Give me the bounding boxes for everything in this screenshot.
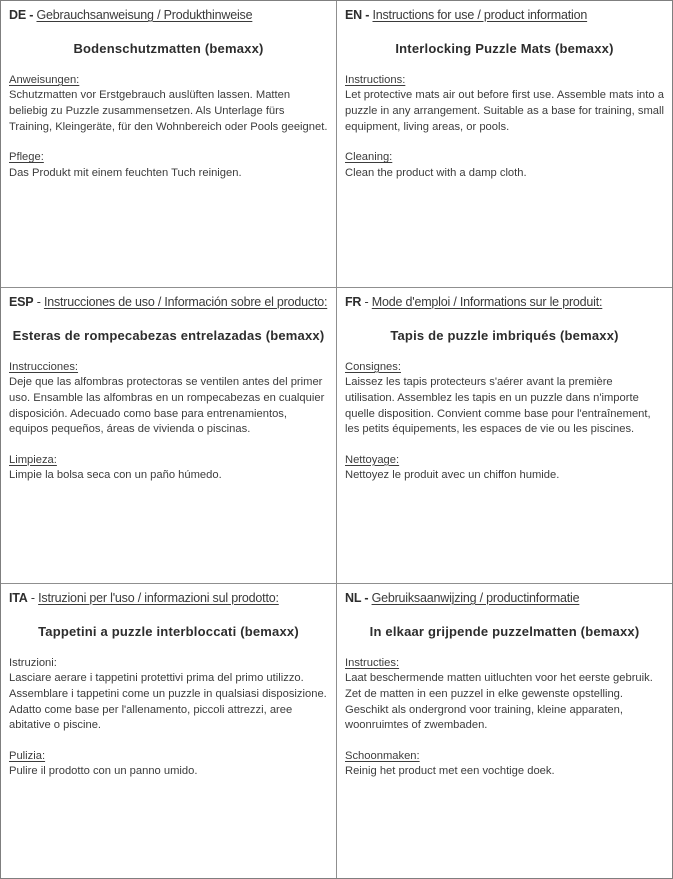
header-separator: - [361, 295, 372, 309]
header-title: Instructions for use / product information [372, 8, 588, 22]
instructions-group [345, 73, 664, 135]
instructions-text: Let protective mats air out before first use. Assemble mats into a puzzle in any arrangement. Suitable as a base for training, small equipment, living areas, or pools. [345, 89, 664, 133]
cleaning-text: Das Produkt mit einem feuchten Tuch reinigen. [9, 166, 242, 179]
cleaning-label: Schoonmaken: [345, 749, 420, 762]
cleaning-label: Pflege: [9, 151, 44, 164]
cleaning-label: Nettoyage: [345, 453, 400, 466]
language-code: ESP [9, 295, 34, 309]
instructions-label: Consignes: [345, 360, 401, 373]
cleaning-group [9, 453, 328, 484]
header-title: Gebruiksaanwijzing / productinformatie [371, 591, 580, 605]
instructions-group [9, 360, 328, 438]
product-title: Tappetini a puzzle interbloccati (bemaxx) [38, 623, 299, 639]
product-title: Bodenschutzmatten (bemaxx) [73, 40, 264, 56]
cleaning-group [9, 749, 328, 780]
section-header-fr [345, 294, 664, 311]
instructions-text: Lasciare aerare i tappetini protettivi prima del primo utilizzo. Assemblare i tappetini come un puzzle in qualsiasi disposizione. Adatto come base per l'allenamento, piccoli attrezzi, aree abitative o piscine. [9, 672, 327, 732]
instructions-group [345, 656, 664, 734]
language-code: NL [345, 591, 362, 605]
instructions-group [9, 656, 328, 734]
language-code: EN [345, 8, 362, 22]
instructions-label: Instructies: [345, 656, 400, 669]
product-title: In elkaar grijpende puzzelmatten (bemaxx) [369, 623, 640, 639]
section-ita [1, 584, 337, 878]
cleaning-group [345, 150, 664, 181]
instructions-label: Instrucciones: [9, 360, 79, 373]
language-code: ITA [9, 591, 28, 605]
header-title: Gebrauchsanweisung / Produkthinweise [36, 8, 253, 22]
cleaning-group [345, 749, 664, 780]
section-fr [337, 288, 672, 584]
cleaning-text: Pulire il prodotto con un panno umido. [9, 765, 198, 778]
section-header-nl [345, 590, 664, 607]
section-header-ita [9, 590, 328, 607]
cleaning-label: Limpieza: [9, 453, 57, 466]
cleaning-label: Cleaning: [345, 151, 393, 164]
header-separator: - [361, 8, 373, 22]
section-nl [337, 584, 672, 878]
section-en [337, 1, 672, 288]
product-title: Interlocking Puzzle Mats (bemaxx) [395, 40, 614, 56]
cleaning-text: Nettoyez le produit avec un chiffon humide. [345, 469, 560, 482]
section-header-en [345, 7, 664, 24]
header-separator: - [361, 591, 372, 605]
instructions-group [9, 73, 328, 135]
header-title: Mode d'emploi / Informations sur le produit: [371, 295, 603, 309]
instructions-group [345, 360, 664, 438]
product-title: Esteras de rompecabezas entrelazadas (bemaxx) [12, 327, 325, 343]
header-separator: - [25, 8, 37, 22]
cleaning-text: Clean the product with a damp cloth. [345, 166, 527, 179]
cleaning-text: Reinig het product met een vochtige doek. [345, 765, 555, 778]
section-header-de [9, 7, 328, 24]
instructions-text: Laissez les tapis protecteurs s'aérer avant la première utilisation. Assemblez les tapis en un puzzle dans n'importe quelle disposition. Convient comme base pour l'entraînement, les petits équipements, les espaces de vie ou les piscines. [345, 376, 651, 436]
cleaning-text: Limpie la bolsa seca con un paño húmedo. [9, 469, 222, 482]
section-esp [1, 288, 337, 584]
instructions-text: Deje que las alfombras protectoras se ventilen antes del primer uso. Ensamble las alfombras en un rompecabezas en cualquier disposición. Adecuado como base para entrenamientos, equipos pequeños, áreas de vivienda o piscinas. [9, 376, 325, 436]
language-code: FR [345, 295, 362, 309]
cleaning-group [345, 453, 664, 484]
instructions-label: Anweisungen: [9, 73, 80, 86]
header-title: Instrucciones de uso / Información sobre el producto: [43, 295, 328, 309]
instructions-text: Laat beschermende matten uitluchten voor het eerste gebruik. Zet de matten in een puzzel in elke gewenste opstelling. Geschikt als ondergrond voor training, kleine apparaten, woonruimtes of zwembaden. [345, 672, 653, 732]
cleaning-label: Pulizia: [9, 749, 46, 762]
section-de [1, 1, 337, 288]
instructions-text: Schutzmatten vor Erstgebrauch auslüften lassen. Matten beliebig zu Puzzle zusammensetzen. Als Unterlage fürs Training, Kleingeräte, für den Wohnbereich oder Pools geeignet. [9, 89, 328, 133]
header-separator: - [27, 591, 39, 605]
cleaning-group [9, 150, 328, 181]
header-separator: - [33, 295, 44, 309]
language-code: DE [9, 8, 26, 22]
instructions-label: Instructions: [345, 73, 406, 86]
instructions-label: Istruzioni: [9, 656, 57, 669]
section-header-esp [9, 294, 328, 311]
product-title: Tapis de puzzle imbriqués (bemaxx) [390, 327, 619, 343]
header-title: Istruzioni per l'uso / informazioni sul prodotto: [38, 591, 279, 605]
